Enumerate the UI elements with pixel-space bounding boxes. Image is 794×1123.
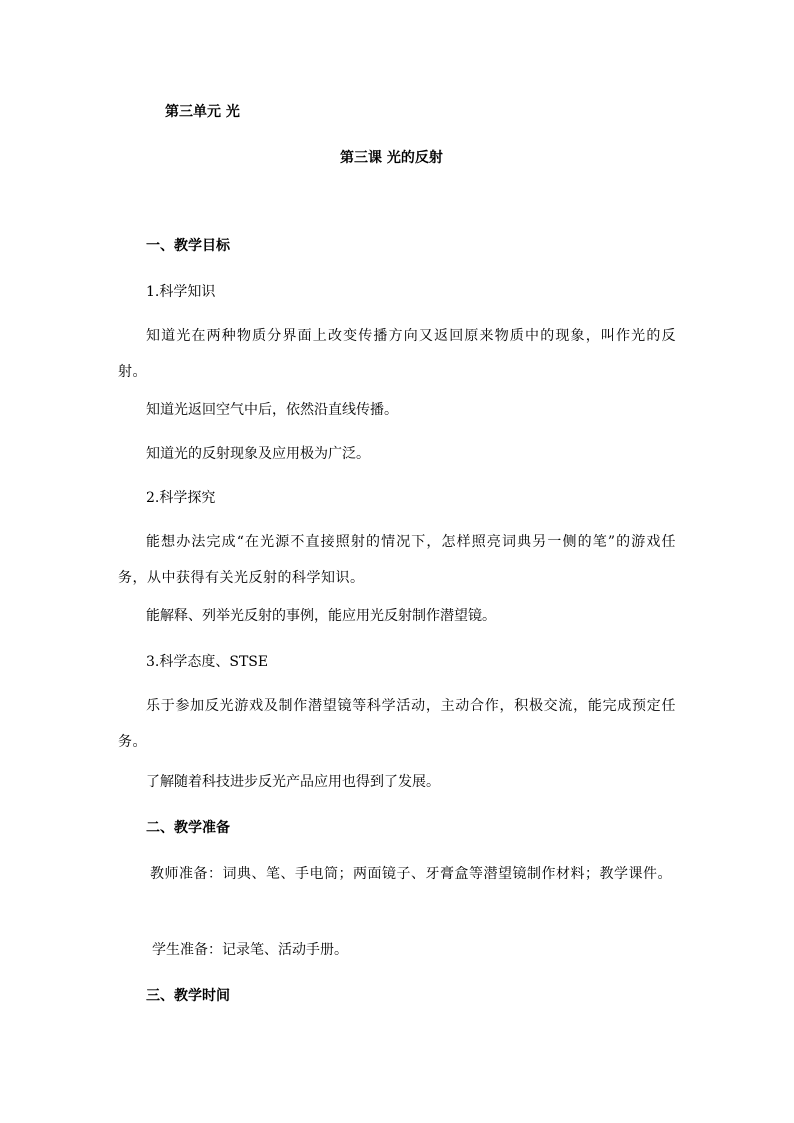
time-heading: 三、教学时间	[146, 988, 230, 1004]
inquiry-heading: 2.科学探究	[146, 490, 216, 506]
attitude-paragraph-2: 了解随着科技进步反光产品应用也得到了发展。	[146, 774, 440, 790]
objectives-heading: 一、教学目标	[146, 238, 230, 254]
preparation-heading: 二、教学准备	[146, 820, 230, 836]
knowledge-paragraph-2: 知道光返回空气中后，依然沿直线传播。	[146, 402, 398, 418]
knowledge-paragraph-1: 知道光在两种物质分界面上改变传播方向又返回原来物质中的现象，叫作光的反射。	[118, 328, 676, 380]
teacher-preparation: 教师准备：词典、笔、手电筒；两面镜子、牙膏盒等潜望镜制作材料；教学课件。	[150, 866, 672, 882]
knowledge-heading: 1.科学知识	[146, 284, 216, 300]
unit-title: 第三单元 光	[165, 104, 240, 120]
inquiry-paragraph-1: 能想办法完成“在光源不直接照射的情况下，怎样照亮词典另一侧的笔”的游戏任务，从中获得有关光反射的科学知识。	[118, 534, 676, 586]
student-preparation: 学生准备：记录笔、活动手册。	[152, 942, 348, 958]
attitude-paragraph-1: 乐于参加反光游戏及制作潜望镜等科学活动，主动合作，积极交流，能完成预定任务。	[118, 698, 676, 750]
attitude-heading: 3.科学态度、STSE	[146, 654, 269, 670]
inquiry-paragraph-2: 能解释、列举光反射的事例，能应用光反射制作潜望镜。	[146, 608, 496, 624]
lesson-title: 第三课 光的反射	[340, 150, 443, 166]
knowledge-paragraph-3: 知道光的反射现象及应用极为广泛。	[146, 446, 370, 462]
